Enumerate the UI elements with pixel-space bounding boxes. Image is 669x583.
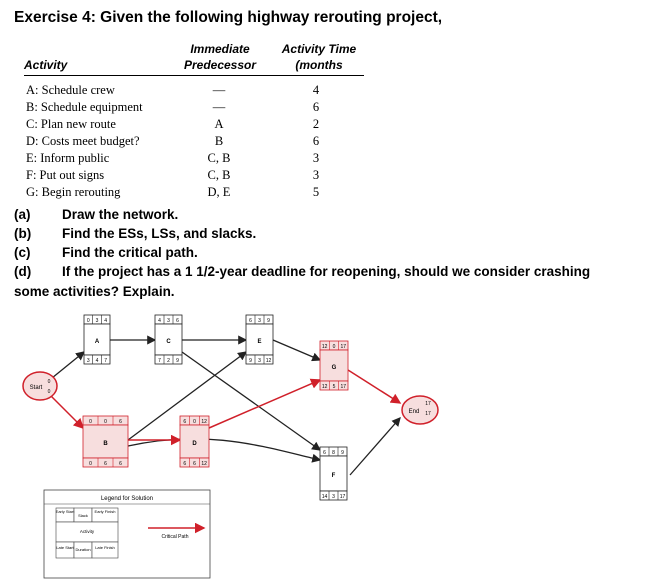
svg-text:6: 6: [249, 318, 252, 324]
arrow-b-f: [128, 439, 320, 460]
table-row-activity: A: Schedule crew: [26, 83, 115, 97]
activity-node-b: [83, 416, 128, 467]
arrow-g-end-critical: [348, 370, 400, 403]
svg-text:9: 9: [249, 358, 252, 364]
legend-title: Legend for Solution: [100, 496, 154, 502]
end-label: End: [408, 409, 420, 415]
svg-text:6: 6: [176, 318, 179, 324]
svg-text:2: 2: [167, 358, 170, 364]
svg-text:3: 3: [86, 358, 90, 364]
svg-text:12: 12: [265, 358, 272, 364]
start-top: 0: [47, 379, 51, 385]
svg-text:17: 17: [340, 384, 347, 390]
svg-text:17: 17: [340, 344, 347, 350]
table-row-time: 2: [312, 117, 320, 131]
svg-text:A: A: [94, 339, 100, 345]
question-label: (b): [14, 226, 32, 241]
table-row-predecessor: —: [212, 100, 226, 114]
question-continuation: some activities? Explain.: [14, 284, 175, 299]
svg-text:5: 5: [332, 384, 336, 390]
table-row-predecessor: C, B: [207, 151, 231, 165]
arrow-e-g: [273, 340, 320, 360]
svg-text:7: 7: [158, 358, 161, 364]
network-diagram: [0, 300, 669, 583]
svg-text:12: 12: [321, 384, 328, 390]
svg-text:9: 9: [341, 450, 344, 456]
svg-text:3: 3: [95, 318, 99, 324]
table-row-activity: F: Put out signs: [26, 168, 105, 182]
table-header-rule: [24, 75, 364, 76]
question-text: If the project has a 1 1/2-year deadline for reopening, should we consider crashing: [62, 264, 591, 279]
svg-text:G: G: [331, 365, 337, 371]
svg-text:0: 0: [193, 419, 196, 425]
svg-text:0: 0: [332, 344, 336, 350]
table-row-activity: C: Plan new route: [26, 117, 116, 131]
header-activity: Activity: [24, 58, 68, 72]
header-time-line1: Activity Time: [281, 42, 357, 56]
svg-text:8: 8: [332, 450, 335, 456]
table-row-predecessor: D, E: [207, 185, 231, 199]
svg-text:3: 3: [258, 318, 261, 324]
legend-early-start: Early Start: [55, 509, 75, 514]
table-row-time: 4: [312, 83, 320, 97]
svg-text:6: 6: [193, 461, 196, 467]
svg-text:4: 4: [95, 358, 99, 364]
svg-text:E: E: [257, 339, 262, 345]
legend-activity: Activity: [79, 529, 95, 534]
svg-text:6: 6: [119, 461, 122, 467]
table-row-time: 3: [312, 168, 320, 182]
activity-node-d: [180, 416, 209, 467]
svg-text:14: 14: [321, 494, 328, 500]
header-predecessor-line1: Immediate: [190, 42, 250, 56]
end-node: [402, 396, 438, 424]
svg-text:17: 17: [339, 494, 346, 500]
svg-text:7: 7: [104, 358, 108, 364]
svg-text:0: 0: [104, 419, 107, 425]
svg-text:12: 12: [201, 461, 207, 467]
svg-text:12: 12: [201, 419, 207, 425]
arrow-f-end: [350, 418, 400, 475]
svg-text:6: 6: [183, 419, 187, 425]
table-row-predecessor: B: [214, 134, 224, 148]
svg-text:9: 9: [176, 358, 179, 364]
question-label: (d): [14, 264, 32, 279]
question-text: Draw the network.: [62, 207, 179, 222]
svg-text:0: 0: [89, 461, 92, 467]
table-row-predecessor: C, B: [207, 168, 231, 182]
table-row-activity: G: Begin rerouting: [26, 185, 121, 199]
end-top: 17: [425, 401, 431, 407]
svg-text:3: 3: [258, 358, 261, 364]
activity-node-c: [155, 315, 182, 364]
legend-critical-path: Critical Path: [161, 534, 189, 540]
arrow-start-b-critical: [48, 393, 83, 428]
legend-early-finish: Early Finish: [94, 509, 116, 514]
legend-late-finish: Late Finish: [95, 545, 115, 550]
svg-text:D: D: [192, 441, 197, 447]
svg-text:F: F: [331, 473, 336, 479]
svg-text:C: C: [166, 339, 171, 345]
activity-node-e: [246, 315, 273, 364]
svg-text:6: 6: [183, 461, 187, 467]
activity-node-g: [320, 341, 348, 390]
svg-text:3: 3: [332, 494, 335, 500]
svg-text:6: 6: [119, 419, 122, 425]
question-text: Find the ESs, LSs, and slacks.: [62, 226, 257, 241]
question-label: (a): [14, 207, 31, 222]
svg-text:6: 6: [323, 450, 326, 456]
table-row-activity: D: Costs meet budget?: [26, 134, 140, 148]
activity-node-a: [84, 315, 110, 364]
svg-text:4: 4: [104, 318, 108, 324]
svg-text:6: 6: [104, 461, 107, 467]
question-text: Find the critical path.: [62, 245, 198, 260]
table-row-time: 5: [312, 185, 320, 199]
header-predecessor-line2: Predecessor: [183, 58, 257, 72]
svg-text:0: 0: [89, 419, 92, 425]
table-row-time: 6: [312, 134, 320, 148]
legend: [44, 490, 210, 578]
svg-text:3: 3: [167, 318, 170, 324]
legend-slack: Slack: [78, 513, 88, 518]
end-bottom: 17: [425, 411, 431, 417]
table-row-time: 6: [312, 100, 320, 114]
arrow-d-g-critical: [209, 380, 320, 428]
header-time-line2: (months: [295, 58, 343, 72]
table-row-predecessor: —: [212, 83, 226, 97]
start-bottom: 0: [47, 389, 51, 395]
legend-late-start: Late Start: [56, 545, 74, 550]
svg-text:12: 12: [321, 344, 328, 350]
start-label: Start: [29, 385, 43, 391]
table-row-activity: E: Inform public: [26, 151, 110, 165]
svg-text:B: B: [103, 441, 108, 447]
start-node: [23, 372, 57, 400]
arrow-start-a: [52, 352, 84, 378]
activity-node-f: [320, 447, 347, 500]
svg-text:4: 4: [158, 318, 161, 324]
table-row-predecessor: A: [214, 117, 224, 131]
question-label: (c): [14, 245, 31, 260]
legend-duration: Duration: [75, 547, 91, 552]
table-row-time: 3: [312, 151, 320, 165]
table-row-activity: B: Schedule equipment: [26, 100, 143, 114]
exercise-title: Exercise 4: Given the following highway rerouting project,: [14, 9, 443, 26]
svg-text:0: 0: [86, 318, 90, 324]
svg-text:9: 9: [267, 318, 270, 324]
